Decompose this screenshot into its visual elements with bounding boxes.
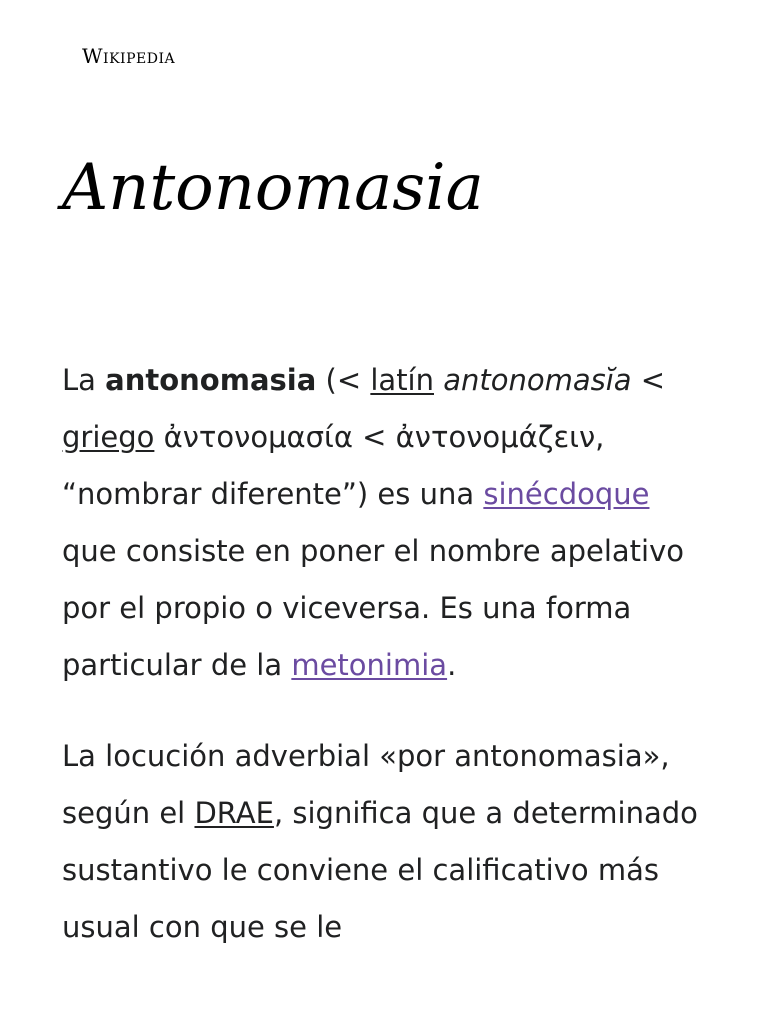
text-segment: La locución adverbial «por antonomasia», según el: [62, 739, 670, 830]
latin-word: antonomasĭa: [443, 363, 632, 397]
page-title: Antonomasia: [62, 151, 484, 225]
site-header: [82, 40, 175, 72]
text-segment: .: [447, 648, 457, 682]
link-griego[interactable]: griego: [62, 420, 155, 454]
text-segment: La: [62, 363, 106, 397]
paragraph-2: [62, 728, 712, 956]
text-segment: <: [631, 363, 666, 397]
bold-term: antonomasia: [105, 363, 317, 397]
link-sinecdoque[interactable]: sinécdoque: [483, 477, 650, 511]
text-segment: ἀντονομασία < ἀντονομάζειν, “nombrar diferente”) es una: [62, 420, 605, 511]
text-segment: [434, 363, 443, 397]
article-body: [62, 352, 712, 990]
text-segment: , significa que a determinado sustantivo le conviene el calificativo más usual con que se le: [62, 796, 698, 944]
text-segment: que consiste en poner el nombre apelativo por el propio o viceversa. Es una forma particular de la: [62, 534, 684, 682]
link-drae[interactable]: DRAE: [194, 796, 274, 830]
text-segment: (<: [316, 363, 371, 397]
link-metonimia[interactable]: metonimia: [291, 648, 448, 682]
paragraph-1: [62, 352, 712, 694]
wikipedia-logo[interactable]: Wikipedia: [82, 44, 176, 68]
link-latin[interactable]: latín: [370, 363, 434, 397]
